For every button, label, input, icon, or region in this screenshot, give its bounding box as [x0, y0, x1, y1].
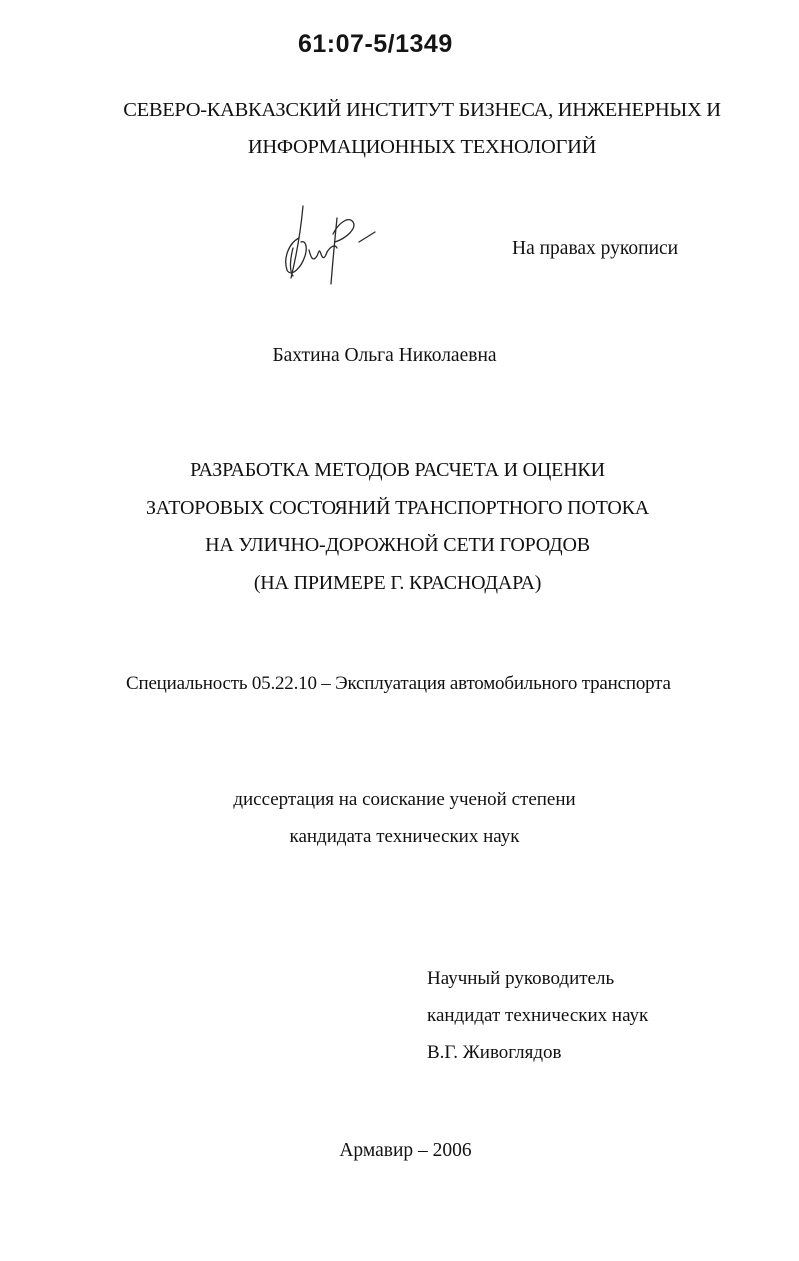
author-name: Бахтина Ольга Николаевна [272, 345, 497, 366]
archive-code: 61:07-5/1349 [298, 30, 453, 58]
handwritten-signature [275, 198, 385, 288]
specialty: Специальность 05.22.10 – Эксплуатация автомобильного транспорта [126, 673, 671, 694]
title-line-2: ЗАТОРОВЫХ СОСТОЯНИЙ ТРАНСПОРТНОГО ПОТОКА [145, 496, 650, 519]
institute-name [122, 92, 722, 166]
institute-line-2: ИНФОРМАЦИОННЫХ ТЕХНОЛОГИЙ [247, 136, 597, 158]
title-line-3: НА УЛИЧНО-ДОРОЖНОЙ СЕТИ ГОРОДОВ [205, 534, 590, 556]
degree-statement [5, 781, 799, 855]
rights-note: На правах рукописи [512, 238, 679, 259]
dissertation-title [0, 452, 797, 602]
title-line-1: РАЗРАБОТКА МЕТОДОВ РАСЧЕТА И ОЦЕНКИ [190, 459, 605, 481]
title-line-4: (НА ПРИМЕРЕ Г. КРАСНОДАРА) [253, 571, 542, 594]
scientific-advisor [427, 960, 648, 1071]
institute-line-1: СЕВЕРО-КАВКАЗСКИЙ ИНСТИТУТ БИЗНЕСА, ИНЖЕНЕРНЫХ И [123, 99, 721, 121]
degree-line-2: кандидата технических наук [289, 826, 520, 847]
advisor-name: В.Г. Живоглядов [427, 1042, 562, 1063]
advisor-rank: кандидат технических наук [427, 1005, 649, 1026]
degree-line-1: диссертация на соискание ученой степени [233, 789, 576, 810]
advisor-role: Научный руководитель [427, 968, 615, 989]
city-year: Армавир – 2006 [339, 1140, 472, 1161]
